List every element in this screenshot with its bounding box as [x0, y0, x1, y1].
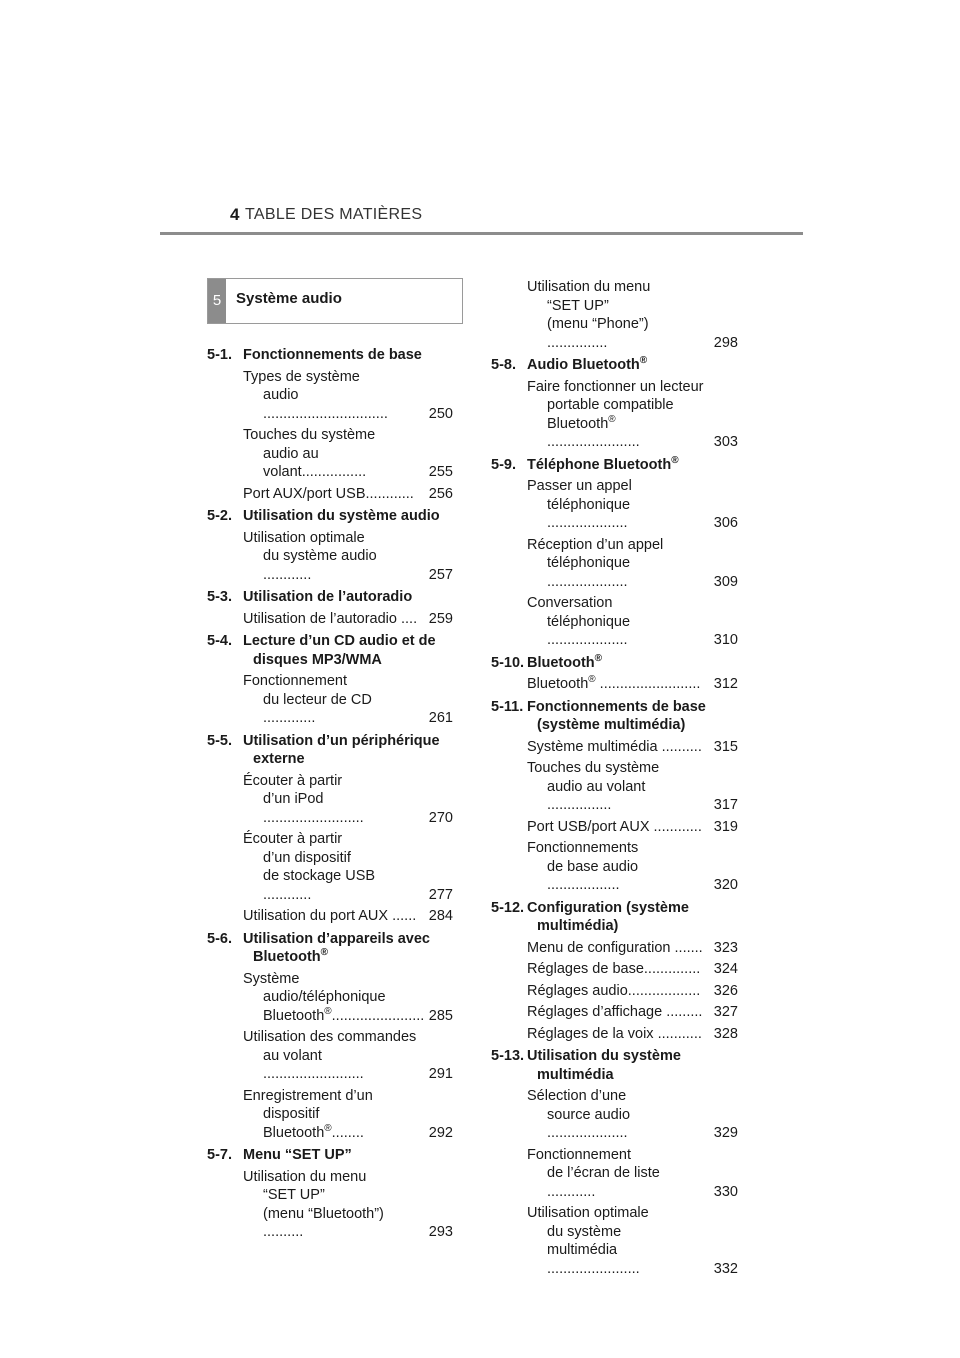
chapter-number: 5-7.	[207, 1147, 232, 1163]
toc-chapter	[491, 654, 738, 673]
toc-entry[interactable]	[527, 960, 738, 979]
entry-title: Faire fonctionner un lecteur portable compatible Bluetooth® .......................	[527, 378, 704, 450]
entry-page-number: 303	[713, 434, 738, 450]
entry-page-number: 298	[713, 334, 738, 351]
toc-entry[interactable]	[527, 939, 738, 958]
toc-entry[interactable]	[527, 1204, 738, 1278]
entry-title: Fonctionnement du lecteur de CD .............	[243, 673, 372, 726]
chapter-title: Utilisation du système multimédia	[527, 1048, 681, 1083]
entry-page-number: 270	[428, 809, 453, 826]
entry-title: Utilisation optimale du système audio ............	[243, 529, 377, 583]
entry-page-number: 326	[713, 982, 738, 999]
chapter-number: 5-13.	[491, 1048, 525, 1064]
toc-chapter	[491, 899, 738, 936]
entry-page-number: 285	[428, 1007, 453, 1024]
chapter-number: 5-9.	[491, 456, 516, 473]
entry-title: Utilisation du port AUX ......	[243, 908, 417, 924]
toc-entry[interactable]	[527, 536, 738, 592]
chapter-number: 5-6.	[207, 930, 232, 947]
toc-entry[interactable]	[243, 970, 453, 1026]
entry-title: Réglages audio..................	[527, 982, 701, 999]
toc-left-column	[207, 342, 453, 1242]
entry-title: Utilisation des commandes au volant .........................	[243, 1029, 417, 1082]
entry-title: Réglages d’affichage .........	[527, 1004, 703, 1020]
toc-entry[interactable]	[243, 610, 453, 629]
entry-title: Types de système audio ...............................	[243, 368, 388, 422]
entry-page-number: 327	[713, 1004, 738, 1020]
toc-chapter	[491, 356, 738, 375]
entry-page-number: 332	[713, 1260, 738, 1277]
entry-page-number: 293	[428, 1224, 453, 1240]
entry-page-number: 317	[713, 797, 738, 813]
toc-entry[interactable]	[243, 368, 453, 424]
section-number: 5	[208, 279, 226, 323]
entry-page-number: 320	[713, 877, 738, 893]
entry-title: Réception d’un appel téléphonique ....................	[527, 536, 664, 590]
entry-page-number: 284	[428, 908, 453, 924]
entry-page-number: 310	[713, 632, 738, 648]
entry-title: Utilisation optimale du système multimédia .......................	[527, 1205, 649, 1277]
entry-page-number: 328	[713, 1025, 738, 1042]
toc-entry[interactable]	[527, 759, 738, 815]
chapter-title: Utilisation d’appareils avec Bluetooth®	[243, 930, 430, 965]
toc-entry[interactable]	[527, 594, 738, 650]
toc-entry[interactable]	[243, 485, 453, 504]
toc-entry[interactable]	[243, 426, 453, 482]
toc-entry[interactable]	[243, 1028, 453, 1084]
toc-entry[interactable]	[527, 1003, 738, 1022]
entry-title: Conversation téléphonique ....................	[527, 595, 631, 648]
toc-chapter	[207, 732, 453, 769]
toc-chapter	[207, 930, 453, 967]
entry-title: Écouter à partir d’un dispositif de stockage USB ............	[243, 831, 376, 903]
entry-title: Fonctionnements de base audio ..................	[527, 840, 639, 893]
chapter-number: 5-8.	[491, 357, 516, 373]
toc-entry[interactable]	[527, 818, 738, 837]
entry-title: Utilisation du menu “SET UP” (menu “Phone”) ...............	[527, 279, 651, 351]
entry-title: Sélection d’une source audio ....................	[527, 1088, 631, 1141]
toc-chapter	[207, 632, 453, 669]
toc-chapter	[491, 1047, 738, 1084]
toc-chapter	[207, 1146, 453, 1165]
entry-title: Fonctionnement de l’écran de liste ............	[527, 1146, 660, 1200]
entry-page-number: 323	[713, 939, 738, 956]
entry-page-number: 330	[713, 1183, 738, 1200]
page-title: TABLE DES MATIÈRES	[245, 206, 423, 223]
toc-entry[interactable]	[527, 378, 738, 452]
page-number: 4	[230, 205, 240, 224]
entry-title: Touches du système audio au volant................	[243, 427, 376, 480]
entry-title: Écouter à partir d’un iPod .........................	[243, 772, 364, 826]
entry-title: Menu de configuration .......	[527, 939, 703, 956]
entry-page-number: 329	[713, 1125, 738, 1141]
chapter-number: 5-11.	[491, 698, 524, 715]
entry-page-number: 312	[713, 676, 738, 692]
toc-chapter	[491, 456, 738, 475]
entry-title: Réglages de la voix ...........	[527, 1025, 702, 1042]
entry-title: Bluetooth® .........................	[527, 674, 701, 692]
entry-title: Enregistrement d’un dispositif Bluetooth®........	[243, 1087, 373, 1141]
entry-page-number: 256	[428, 485, 453, 502]
toc-entry[interactable]	[527, 278, 738, 352]
chapter-title: Fonctionnements de base (système multimédia)	[527, 698, 706, 733]
chapter-number: 5-10.	[491, 654, 525, 671]
chapter-title: Configuration (système multimédia)	[527, 899, 689, 934]
toc-entry[interactable]	[243, 1168, 453, 1242]
chapter-number: 5-4.	[207, 633, 232, 649]
chapter-title: Utilisation de l’autoradio	[243, 589, 413, 605]
entry-page-number: 255	[428, 464, 453, 480]
entry-title: Port USB/port AUX ............	[527, 818, 702, 835]
entry-page-number: 324	[713, 961, 738, 977]
toc-right-column	[491, 275, 738, 1278]
toc-entry[interactable]	[243, 1087, 453, 1143]
toc-entry[interactable]	[527, 477, 738, 533]
chapter-title: Lecture d’un CD audio et de disques MP3/WMA	[243, 633, 436, 668]
chapter-number: 5-12.	[491, 899, 525, 916]
header-divider	[160, 232, 803, 235]
chapter-title: Utilisation d’un périphérique externe	[243, 732, 440, 767]
entry-page-number: 315	[713, 738, 738, 755]
entry-page-number: 309	[713, 573, 738, 590]
toc-entry[interactable]	[527, 675, 738, 694]
chapter-title: Bluetooth®	[527, 652, 603, 671]
toc-entry[interactable]	[243, 830, 453, 904]
entry-page-number: 250	[428, 405, 453, 422]
entry-page-number: 292	[428, 1124, 453, 1141]
toc-entry[interactable]	[243, 772, 453, 828]
toc-entry[interactable]	[527, 839, 738, 895]
entry-title: Touches du système audio au volant ................	[527, 760, 660, 813]
entry-page-number: 257	[428, 566, 453, 583]
page-header	[160, 204, 803, 236]
toc-entry[interactable]	[243, 672, 453, 728]
toc-chapter	[207, 588, 453, 607]
chapter-number: 5-5.	[207, 732, 232, 749]
entry-page-number: 277	[428, 886, 453, 903]
chapter-number: 5-3.	[207, 589, 232, 605]
chapter-title: Téléphone Bluetooth®	[527, 454, 679, 473]
entry-title: Passer un appel téléphonique ....................	[527, 478, 632, 531]
toc-entry[interactable]	[527, 1146, 738, 1202]
entry-title: Système audio/téléphonique Bluetooth®.......................	[243, 970, 425, 1024]
entry-page-number: 291	[428, 1066, 453, 1082]
toc-entry[interactable]	[243, 529, 453, 585]
toc-entry[interactable]	[527, 1025, 738, 1044]
toc-entry[interactable]	[527, 1087, 738, 1143]
section-title: Système audio	[236, 290, 342, 307]
entry-page-number: 261	[428, 710, 453, 726]
chapter-number: 5-2.	[207, 508, 232, 524]
entry-page-number: 319	[713, 818, 738, 835]
entry-title: Utilisation du menu “SET UP” (menu “Bluetooth”) ..........	[243, 1168, 384, 1240]
section-heading	[207, 278, 463, 324]
toc-entry[interactable]	[527, 738, 738, 757]
entry-title: Port AUX/port USB............	[243, 485, 414, 502]
chapter-title: Fonctionnements de base	[243, 347, 422, 363]
toc-chapter	[491, 698, 738, 735]
entry-title: Utilisation de l’autoradio ....	[243, 610, 418, 627]
chapter-title: Utilisation du système audio	[243, 508, 440, 524]
chapter-title: Audio Bluetooth®	[527, 355, 648, 373]
toc-entry[interactable]	[527, 982, 738, 1001]
entry-title: Réglages de base..............	[527, 961, 701, 977]
toc-chapter	[207, 346, 453, 365]
entry-page-number: 306	[713, 515, 738, 531]
chapter-number: 5-1.	[207, 347, 232, 363]
toc-chapter	[207, 507, 453, 526]
entry-title: Système multimédia ..........	[527, 738, 702, 755]
chapter-title: Menu “SET UP”	[243, 1147, 352, 1163]
toc-entry[interactable]	[243, 907, 453, 926]
entry-page-number: 259	[428, 610, 453, 627]
